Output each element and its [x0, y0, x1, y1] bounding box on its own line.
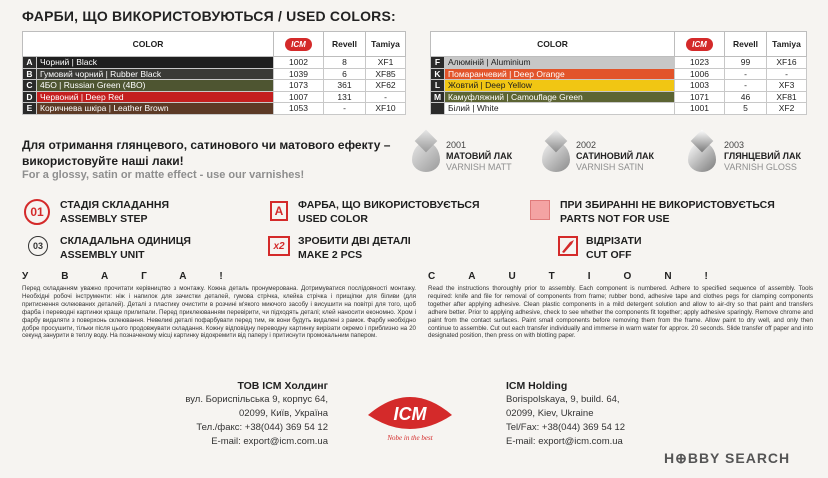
revell-code: 46	[725, 91, 767, 103]
used-color-icon: A	[270, 201, 288, 221]
varnish-satin-drop-icon	[542, 142, 570, 172]
legend-parts-not-used: ПРИ ЗБИРАННІ НЕ ВИКОРИСТОВУЄТЬСЯ PARTS NOT FOR USE	[560, 199, 775, 225]
color-name: 4БО | Russian Green (4BO)	[37, 80, 274, 92]
col-color-header: COLOR	[431, 32, 675, 57]
page-title: ФАРБИ, ЩО ВИКОРИСТОВУЮТЬСЯ / USED COLORS:	[22, 8, 396, 24]
icm-code: 1053	[274, 103, 324, 115]
color-row	[23, 57, 406, 69]
logo-slogan: Nobe in the best	[387, 434, 433, 442]
color-row	[431, 91, 807, 103]
tamiya-code: XF1	[366, 57, 406, 69]
color-letter: B	[23, 68, 37, 80]
assembly-step-icon: 01	[24, 199, 50, 225]
legend-cut-off: ВІДРІЗАТИ CUT OFF	[586, 235, 642, 261]
icm-code: 1071	[675, 91, 725, 103]
icm-logo-badge: ICM	[686, 38, 713, 51]
icm-code: 1006	[675, 68, 725, 80]
varnish-satin: 2002 САТИНОВИЙ ЛАК VARNISH SATIN	[576, 140, 655, 172]
legend-assembly-step: СТАДІЯ СКЛАДАННЯ ASSEMBLY STEP	[60, 199, 170, 225]
tamiya-code: XF2	[767, 103, 807, 115]
colors-table-left	[22, 31, 406, 115]
icm-logo-badge: ICM	[285, 38, 312, 51]
varnish-matt-drop-icon	[412, 142, 440, 172]
tamiya-code: XF81	[767, 91, 807, 103]
colors-table-right	[430, 31, 807, 115]
legend-used-color: ФАРБА, ЩО ВИКОРИСТОВУЄТЬСЯ USED COLOR	[298, 199, 480, 225]
caution-text-en: Read the instructions thoroughly prior to assembly. Each component is numbered. Adhere to specified sequence of assembly. Tools required: knife and file for removal of components from frame; rubber bond, adhesive tape and clothes pegs for clamping components together after applying adhesive. Clean plastic components in a mild detergent solution and allow to air-dry so that paint and transfers adhere better. Prior to applying adhesive, check to see whether the components fit together; apply adhesive sparingly. Remove chrome and paint from the contact surfaces. Paint small components before removing them from the frame. Allow paint to dry well, and only then continue to assemble. Cut out each transfer individually and immerse in warm water for approx. 20 seconds. Slide transfer off paper and into designated position, then press on with blotting paper.	[428, 285, 813, 340]
revell-code: 99	[725, 57, 767, 69]
color-name: Помаранчевий | Deep Orange	[445, 68, 675, 80]
hobby-search-watermark: H⊕BBY SEARCH	[664, 450, 791, 466]
revell-code: 6	[324, 68, 366, 80]
color-row	[23, 103, 406, 115]
make-two-icon: x2	[268, 236, 290, 256]
icm-logo	[360, 385, 460, 445]
varnish-matt: 2001 МАТОВИЙ ЛАК VARNISH MATT	[446, 140, 513, 172]
color-row	[23, 91, 406, 103]
revell-code: 361	[324, 80, 366, 92]
tamiya-code: -	[767, 68, 807, 80]
col-color-header: COLOR	[23, 32, 274, 57]
color-row	[23, 80, 406, 92]
caution-title-en: CAUTION!	[428, 271, 741, 282]
parts-not-used-icon	[530, 200, 550, 220]
color-row	[431, 57, 807, 69]
revell-code: -	[725, 80, 767, 92]
color-name: Жовтий | Deep Yellow	[445, 80, 675, 92]
icm-code: 1001	[675, 103, 725, 115]
color-row	[431, 68, 807, 80]
color-letter: A	[23, 57, 37, 69]
icm-code: 1039	[274, 68, 324, 80]
caution-text-ua: Перед складанням уважно прочитати керівництво з монтажу. Кожна деталь пронумерована. Дотримуватися послідовності монтажу. Необхідні робочі інструменти: ніж і напилок для зачистки деталей, гумова стрічка, клейка стрічка і прищіпки для біливи (для притиснення склеюваних деталей). Деталі з пластику очистити в розчині м'якого миючого засобу і висушити на повітрі для того, щоб фарба і переводні картинки краще прилипали. Перед приклеюванням перевірити, чи підходять деталі; клей наносити економно. Хром і фарбу видаляти з поверхонь склеювання. Невеликі деталі пофарбувати перед тим, як вони будуть видалені з рамок. Фарбу необхідно добре просушити, тільки після цього продовжувати складання. Кожну відповідну переводну картинку вирізати окремо і приблизно на 20 секунд занурити в теплу воду. На позначеному місці картинку відокремити від паперу і притиснути промокальним папером.	[22, 285, 416, 340]
tamiya-code: XF62	[366, 80, 406, 92]
tamiya-code: -	[366, 91, 406, 103]
col-revell-header: Revell	[725, 32, 767, 57]
col-tamiya-header: Tamiya	[767, 32, 807, 57]
icm-code: 1003	[675, 80, 725, 92]
revell-code: 131	[324, 91, 366, 103]
varnish-gloss-drop-icon	[688, 142, 716, 172]
color-letter: D	[23, 91, 37, 103]
color-row	[431, 80, 807, 92]
varnish-text-en: For a glossy, satin or matte effect - use our varnishes!	[22, 169, 305, 181]
legend-assembly-unit: СКЛАДАЛЬНА ОДИНИЦЯ ASSEMBLY UNIT	[60, 235, 191, 261]
color-name: Алюміній | Aluminium	[445, 57, 675, 69]
color-letter: L	[431, 80, 445, 92]
col-revell-header: Revell	[324, 32, 366, 57]
tamiya-code: XF16	[767, 57, 807, 69]
color-name: Гумовий чорний | Rubber Black	[37, 68, 274, 80]
address-en: ICM Holding Borispolskaya, 9, build. 64, 02099, Kiev, Ukraine Tel/Fax: +38(044) 369 54 12 E-mail: export@icm.com.ua	[506, 380, 626, 447]
icm-code: 1002	[274, 57, 324, 69]
assembly-unit-icon: 03	[28, 236, 48, 256]
color-letter: M	[431, 91, 445, 103]
color-letter: E	[23, 103, 37, 115]
icm-code: 1007	[274, 91, 324, 103]
varnish-text-ua: Для отримання глянцевого, сатинового чи матового ефекту – використовуйте наші лаки!	[22, 138, 391, 168]
cut-off-knife-icon	[558, 236, 578, 256]
revell-code: -	[725, 68, 767, 80]
logo-text: ICM	[393, 404, 427, 424]
tamiya-code: XF3	[767, 80, 807, 92]
color-row	[431, 103, 807, 115]
color-letter: F	[431, 57, 445, 69]
revell-code: -	[324, 103, 366, 115]
tamiya-code: XF10	[366, 103, 406, 115]
icm-code: 1023	[675, 57, 725, 69]
icm-code: 1073	[274, 80, 324, 92]
varnish-gloss: 2003 ГЛЯНЦЕВИЙ ЛАК VARNISH GLOSS	[724, 140, 801, 172]
color-name: Коричнева шкіра | Leather Brown	[37, 103, 274, 115]
tamiya-code: XF85	[366, 68, 406, 80]
color-letter: K	[431, 68, 445, 80]
caution-title-ua: УВАГА!	[22, 271, 256, 282]
address-ua: ТОВ ICM Холдинг вул. Бориспільська 9, корпус 64, 02099, Київ, Україна Тел./факс: +38(044) 369 54 12 E-mail: export@icm.com.ua	[185, 380, 328, 447]
color-name: Білий | White	[445, 103, 675, 115]
revell-code: 5	[725, 103, 767, 115]
color-letter: C	[23, 80, 37, 92]
legend-make-two: ЗРОБИТИ ДВІ ДЕТАЛІ MAKE 2 PCS	[298, 235, 411, 261]
color-letter	[431, 103, 445, 115]
col-tamiya-header: Tamiya	[366, 32, 406, 57]
color-name: Червоний | Deep Red	[37, 91, 274, 103]
color-name: Камуфляжний | Camouflage Green	[445, 91, 675, 103]
revell-code: 8	[324, 57, 366, 69]
color-name: Чорний | Black	[37, 57, 274, 69]
color-row	[23, 68, 406, 80]
